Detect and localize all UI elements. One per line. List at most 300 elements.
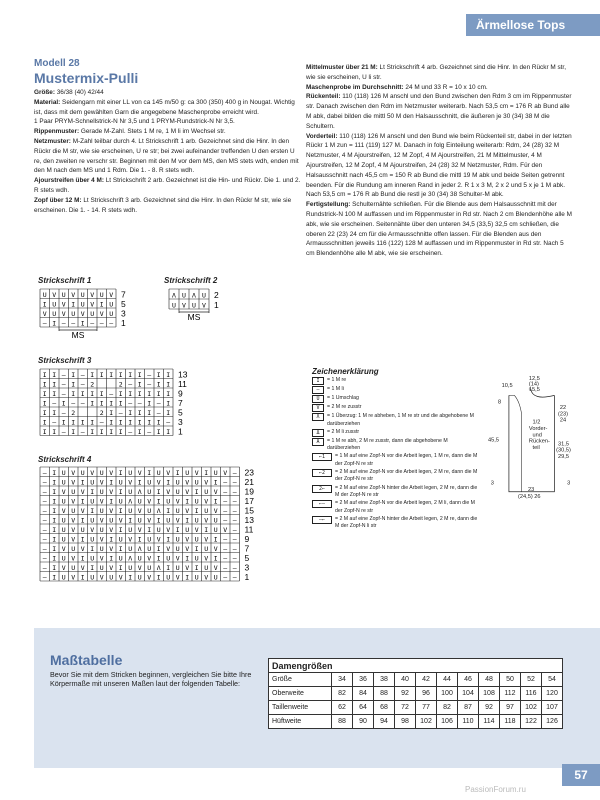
- stitch-symbol: U: [147, 535, 152, 544]
- table-cell: 42: [416, 673, 437, 687]
- stitch-symbol: V: [185, 544, 190, 553]
- garment-schema: [478, 364, 578, 514]
- stitch-symbol: I: [52, 554, 57, 563]
- table-cell: 116: [521, 687, 542, 701]
- legend-item: [312, 404, 480, 412]
- stitch-symbol: V: [223, 468, 228, 477]
- legend-text: = 1 M auf eine Zopf-N vor die Arbeit legen, 1 M re, dann die M der Zopf-N re str: [335, 453, 478, 467]
- stitch-symbol: V: [109, 544, 114, 553]
- stitch-symbol: I: [42, 418, 47, 427]
- stitch-symbol: V: [71, 497, 76, 506]
- paragraph-key: Größe:: [34, 89, 55, 96]
- stitch-symbol: V: [185, 487, 190, 496]
- stitch-symbol: —: [223, 478, 228, 487]
- stitch-symbol: U: [109, 309, 114, 318]
- leftparas-paragraph: [34, 127, 302, 137]
- stitch-symbol: I: [109, 478, 114, 487]
- stitch-symbol: V: [109, 506, 114, 515]
- stitch-symbol: U: [194, 554, 199, 563]
- stitch-symbol: —: [118, 408, 123, 417]
- stitch-symbol: U: [61, 554, 66, 563]
- stitch-symbol: I: [166, 389, 171, 398]
- stitch-symbol: U: [137, 497, 142, 506]
- stitch-symbol: —: [223, 563, 228, 572]
- row-number: 17: [244, 496, 254, 506]
- table-cell: 110: [458, 715, 479, 729]
- stitch-symbol: —: [232, 487, 237, 496]
- stitch-symbol: I: [118, 427, 123, 436]
- stitch-symbol: I: [204, 468, 209, 477]
- stitch-symbol: —: [223, 497, 228, 506]
- paragraph-key: Fertigstellung:: [306, 201, 351, 209]
- stitch-symbol: I: [118, 487, 123, 496]
- legend-text: = 2 M re zusstr: [327, 404, 362, 411]
- stitch-symbol: U: [137, 516, 142, 525]
- table-cell: 97: [500, 701, 521, 715]
- stitch-symbol: V: [128, 535, 133, 544]
- row-number: 3: [178, 417, 183, 427]
- stitch-symbol: I: [109, 399, 114, 408]
- stitch-symbol: I: [166, 408, 171, 417]
- stitch-symbol: V: [52, 290, 57, 299]
- stitch-symbol: I: [118, 399, 123, 408]
- stitch-symbol: I: [109, 370, 114, 379]
- legend: [312, 368, 480, 531]
- stitch-symbol: U: [128, 525, 133, 534]
- legend-item: [312, 395, 480, 403]
- stitch-symbol: V: [80, 487, 85, 496]
- stitch-symbol: —: [80, 399, 85, 408]
- legend-text: = 2 M auf eine Zopf-N vor die Arbeit legen, 2 M li, dann die M der Zopf-N re str: [335, 500, 475, 514]
- stitch-symbol: —: [42, 525, 47, 534]
- legend-symbol-icon: —: [312, 386, 324, 394]
- paragraph-text: Seidengarn mit einer LL von ca 145 m/50 g: ca 300 (350) 400 g in Nougat. Wichtig ist, dass mit dem gewählten Garn die angegebene Maschenprobe erreicht wird.: [34, 98, 295, 116]
- paragraph-key: Vorderteil:: [306, 132, 338, 140]
- stitch-symbol: V: [109, 525, 114, 534]
- stitch-symbol: U: [172, 301, 176, 310]
- stitch-symbol: I: [90, 506, 95, 515]
- stitch-symbol: 2: [90, 380, 95, 389]
- stitch-symbol: V: [194, 525, 199, 534]
- stitch-symbol: I: [118, 506, 123, 515]
- stitch-symbol: V: [213, 563, 218, 572]
- paragraph-key: Rippenmuster:: [34, 128, 80, 136]
- stitch-symbol: I: [185, 573, 190, 582]
- stitch-symbol: V: [147, 573, 152, 582]
- stitch-symbol: I: [80, 497, 85, 506]
- stitch-symbol: —: [128, 399, 133, 408]
- stitch-symbol: —: [137, 399, 142, 408]
- stitch-symbol: U: [147, 544, 152, 553]
- row-number: 11: [178, 379, 187, 389]
- stitch-symbol: U: [71, 563, 76, 572]
- stitch-symbol: —: [147, 380, 152, 389]
- table-cell: 102: [416, 715, 437, 729]
- table-cell: 96: [416, 687, 437, 701]
- stitch-symbol: V: [166, 468, 171, 477]
- table-cell: 72: [395, 701, 416, 715]
- stitch-symbol: I: [71, 418, 76, 427]
- stitch-symbol: U: [61, 478, 66, 487]
- table-cell: 114: [479, 715, 500, 729]
- stitch-symbol: U: [213, 573, 218, 582]
- table-cell: 106: [437, 715, 458, 729]
- stitch-symbol: Λ: [156, 506, 161, 515]
- stitch-symbol: I: [90, 418, 95, 427]
- stitch-symbol: V: [175, 573, 180, 582]
- leftparas-paragraph: [34, 98, 302, 118]
- stitch-symbol: I: [128, 573, 133, 582]
- stitch-symbol: I: [185, 497, 190, 506]
- paragraph-text: Gerade M-Zahl. Stets 1 M re, 1 M li im Wechsel str.: [79, 128, 226, 136]
- stitch-symbol: V: [118, 573, 123, 582]
- stitch-symbol: U: [175, 544, 180, 553]
- stitch-symbol: U: [175, 563, 180, 572]
- stitch-symbol: V: [61, 506, 66, 515]
- stitch-symbol: Λ: [172, 291, 176, 300]
- stitch-symbol: 2: [71, 408, 76, 417]
- stitch-symbol: —: [42, 563, 47, 572]
- stitch-symbol: I: [118, 544, 123, 553]
- stitch-symbol: V: [175, 554, 180, 563]
- stitch-symbol: I: [194, 487, 199, 496]
- stitch-symbol: V: [90, 290, 95, 299]
- stitch-symbol: —: [42, 554, 47, 563]
- stitch-symbol: U: [156, 525, 161, 534]
- stitch-symbol: U: [185, 468, 190, 477]
- stitch-symbol: V: [204, 516, 209, 525]
- stitch-symbol: —: [99, 319, 104, 328]
- stitch-symbol: U: [80, 525, 85, 534]
- stitch-symbol: —: [42, 516, 47, 525]
- stitch-symbol: I: [71, 370, 76, 379]
- stitch-symbol: I: [80, 319, 85, 328]
- stitch-symbol: I: [52, 380, 57, 389]
- chart-2-title: Strickschrift 2: [164, 276, 218, 285]
- stitch-symbol: V: [147, 497, 152, 506]
- stitch-symbol: I: [42, 408, 47, 417]
- stitch-symbol: U: [52, 300, 57, 309]
- stitch-symbol: I: [99, 370, 104, 379]
- stitch-symbol: I: [137, 380, 142, 389]
- stitch-symbol: V: [166, 544, 171, 553]
- stitch-symbol: I: [118, 563, 123, 572]
- stitch-symbol: V: [80, 506, 85, 515]
- stitch-symbol: —: [223, 516, 228, 525]
- stitch-symbol: I: [128, 370, 133, 379]
- leftparas-paragraph: [34, 117, 302, 127]
- stitch-symbol: U: [194, 478, 199, 487]
- stitch-symbol: —: [80, 380, 85, 389]
- stitch-symbol: V: [213, 506, 218, 515]
- table-row-label: Taillenweite: [269, 701, 332, 715]
- stitch-symbol: V: [166, 487, 171, 496]
- stitch-symbol: U: [147, 563, 152, 572]
- watermark: PassionForum.ru: [465, 785, 526, 794]
- stitch-symbol: U: [166, 554, 171, 563]
- legend-item: [312, 413, 480, 428]
- stitch-symbol: I: [90, 399, 95, 408]
- stitch-symbol: I: [52, 573, 57, 582]
- stitch-symbol: U: [204, 487, 209, 496]
- stitch-symbol: I: [71, 380, 76, 389]
- table-cell: 36: [353, 673, 374, 687]
- stitch-symbol: —: [223, 535, 228, 544]
- stitch-symbol: U: [80, 300, 85, 309]
- stitch-symbol: U: [109, 573, 114, 582]
- stitch-symbol: I: [147, 525, 152, 534]
- stitch-symbol: —: [232, 544, 237, 553]
- stitch-symbol: U: [99, 544, 104, 553]
- schema-bot-245: (24,5) 26: [518, 494, 541, 501]
- stitch-symbol: I: [185, 516, 190, 525]
- table-cell: 104: [458, 687, 479, 701]
- stitch-symbol: U: [90, 573, 95, 582]
- stitch-symbol: I: [52, 516, 57, 525]
- stitch-symbol: V: [137, 563, 142, 572]
- stitch-symbol: —: [223, 487, 228, 496]
- schema-right-295: 29,5: [558, 454, 569, 461]
- schema-mid-e: teil: [532, 445, 540, 451]
- row-number: 1: [121, 318, 126, 328]
- stitch-symbol: V: [185, 563, 190, 572]
- stitch-symbol: I: [99, 427, 104, 436]
- table-cell: 38: [374, 673, 395, 687]
- stitch-symbol: V: [204, 497, 209, 506]
- stitch-symbol: —: [42, 478, 47, 487]
- stitch-symbol: I: [156, 427, 161, 436]
- stitch-symbol: U: [61, 516, 66, 525]
- stitch-symbol: U: [137, 554, 142, 563]
- stitch-symbol: V: [42, 309, 47, 318]
- table-cell: 54: [542, 673, 563, 687]
- stitch-symbol: —: [61, 427, 66, 436]
- schema-bot-23: 23: [528, 486, 535, 493]
- legend-item: [312, 516, 480, 531]
- stitch-symbol: V: [204, 478, 209, 487]
- stitch-symbol: —: [223, 544, 228, 553]
- stitch-symbol: —: [42, 487, 47, 496]
- chart-2-grid: [169, 289, 229, 322]
- stitch-symbol: U: [99, 563, 104, 572]
- stitch-symbol: —: [71, 319, 76, 328]
- stitch-symbol: —: [80, 427, 85, 436]
- stitch-symbol: V: [71, 573, 76, 582]
- paragraph-key: Zopf über 12 M:: [34, 196, 82, 204]
- stitch-symbol: I: [80, 535, 85, 544]
- table-cell: 84: [353, 687, 374, 701]
- row-number: 7: [121, 289, 126, 300]
- stitch-symbol: U: [71, 309, 76, 318]
- stitch-symbol: I: [194, 506, 199, 515]
- stitch-symbol: U: [71, 506, 76, 515]
- stitch-symbol: 2: [118, 380, 123, 389]
- stitch-symbol: U: [90, 309, 95, 318]
- stitch-symbol: Λ: [156, 563, 161, 572]
- instructions-right: [306, 63, 572, 259]
- row-number: 1: [214, 300, 219, 310]
- schema-top-mid-1: 12,5: [528, 375, 540, 382]
- stitch-symbol: U: [42, 290, 47, 299]
- stitch-symbol: I: [52, 478, 57, 487]
- stitch-symbol: —: [61, 389, 66, 398]
- schema-right-23: (23): [558, 411, 569, 418]
- stitch-symbol: V: [71, 468, 76, 477]
- schema-mid-c: und: [532, 432, 542, 439]
- stitch-symbol: I: [156, 497, 161, 506]
- stitch-symbol: V: [185, 478, 190, 487]
- schema-right-24: 24: [559, 417, 567, 424]
- stitch-symbol: —: [80, 370, 85, 379]
- row-number: 3: [244, 562, 250, 573]
- stitch-symbol: I: [90, 544, 95, 553]
- stitch-symbol: V: [99, 516, 104, 525]
- stitch-symbol: V: [185, 506, 190, 515]
- paragraph-key: Maschenprobe im Durchschnitt:: [306, 83, 404, 91]
- stitch-symbol: U: [90, 535, 95, 544]
- stitch-symbol: I: [90, 389, 95, 398]
- chart-1-grid: [40, 289, 130, 339]
- stitch-symbol: V: [202, 301, 206, 310]
- stitch-symbol: V: [71, 516, 76, 525]
- legend-symbol-icon: A: [312, 438, 324, 446]
- table-cell: 64: [353, 701, 374, 715]
- stitch-symbol: U: [71, 544, 76, 553]
- stitch-symbol: I: [80, 516, 85, 525]
- stitch-symbol: I: [42, 399, 47, 408]
- table-cell: 82: [437, 701, 458, 715]
- stitch-symbol: V: [99, 573, 104, 582]
- table-row-label: Oberweite: [269, 687, 332, 701]
- stitch-symbol: I: [80, 554, 85, 563]
- stitch-symbol: V: [80, 309, 85, 318]
- schema-bot-3b: 3: [567, 480, 571, 487]
- stitch-symbol: U: [166, 573, 171, 582]
- legend-title: Zeichenerklärung: [312, 367, 379, 376]
- stitch-symbol: —: [52, 399, 57, 408]
- table-row: [269, 687, 563, 701]
- stitch-symbol: U: [118, 478, 123, 487]
- stitch-symbol: —: [232, 573, 237, 582]
- stitch-symbol: I: [109, 497, 114, 506]
- stitch-symbol: —: [99, 418, 104, 427]
- stitch-symbol: U: [204, 563, 209, 572]
- table-cell: 88: [332, 715, 353, 729]
- stitch-symbol: V: [213, 544, 218, 553]
- paragraph-text: Schulternähte schließen. Für die Blende aus dem Halsausschnitt mit der Rundstrick-N 100 M auffassen und im Rippenmuster in Rd str. Nach 2 cm Blendenhöhe alle M abk, wie sie erscheinen. Seitennähte über den unteren 34,5 (33,5) 32,5 cm schließen, die oberen 22 (23) 24 cm für die Armausschnitte offen lassen. Für die Blenden aus den Armausschnitten jeweils 116 (122) 128 M auffassen und im Rippenmuster in Rd str. Nach 5 cm Blendenhöhe alle M abk, wie sie erscheinen.: [306, 201, 572, 258]
- stitch-symbol: I: [128, 408, 133, 417]
- legend-symbol-icon: ⌐—: [312, 500, 332, 508]
- row-number: 5: [121, 299, 126, 309]
- stitch-symbol: I: [147, 408, 152, 417]
- stitch-symbol: U: [137, 573, 142, 582]
- table-row-label: Größe: [269, 673, 332, 687]
- stitch-symbol: —: [223, 573, 228, 582]
- stitch-symbol: I: [166, 506, 171, 515]
- row-number: 9: [244, 534, 250, 544]
- stitch-symbol: I: [42, 380, 47, 389]
- row-number: 9: [178, 388, 183, 399]
- stitch-symbol: I: [52, 487, 57, 496]
- stitch-symbol: Λ: [128, 554, 133, 563]
- stitch-symbol: V: [71, 525, 76, 534]
- chart-4-grid: [40, 467, 270, 582]
- stitch-symbol: V: [71, 535, 76, 544]
- row-number: 13: [178, 369, 188, 380]
- legend-symbol-icon: ⌐2: [312, 469, 332, 477]
- rightparas-paragraph: [306, 83, 572, 93]
- stitch-symbol: I: [118, 525, 123, 534]
- stitch-symbol: U: [192, 301, 196, 310]
- stitch-symbol: V: [99, 497, 104, 506]
- stitch-symbol: V: [182, 301, 186, 310]
- chart-4-title: Strickschrift 4: [38, 455, 92, 464]
- rightparas-paragraph: [306, 92, 572, 131]
- schema-mid-b: Vorder-: [528, 425, 548, 432]
- stitch-symbol: —: [42, 506, 47, 515]
- stitch-symbol: I: [175, 468, 180, 477]
- table-cell: 120: [542, 687, 563, 701]
- grid-lines: [40, 369, 173, 436]
- table-cell: 48: [479, 673, 500, 687]
- stitch-symbol: U: [128, 544, 133, 553]
- stitch-symbol: I: [194, 544, 199, 553]
- schema-right-22: 22: [559, 405, 567, 411]
- stitch-symbol: V: [90, 468, 95, 477]
- stitch-symbol: U: [61, 468, 66, 477]
- stitch-symbol: —: [232, 516, 237, 525]
- stitch-symbol: —: [109, 319, 114, 328]
- schema-left-455: 45,5: [488, 437, 499, 444]
- stitch-symbol: U: [61, 535, 66, 544]
- table-cell: 44: [437, 673, 458, 687]
- stitch-symbol: V: [80, 563, 85, 572]
- row-number: 7: [244, 543, 250, 554]
- stitch-symbol: V: [61, 563, 66, 572]
- stitch-symbol: I: [213, 535, 218, 544]
- row-number: 2: [214, 290, 219, 300]
- table-cell: 112: [500, 687, 521, 701]
- paragraph-text: Lt Strickschrift 4 arb. Gezeichnet sind die Hinr. In den Rückr M str, wie sie erscheinen, U li str.: [306, 64, 566, 81]
- row-number: 19: [244, 486, 254, 497]
- stitch-symbol: U: [90, 554, 95, 563]
- stitch-symbol: U: [118, 497, 123, 506]
- size-table-intro: Bevor Sie mit dem Stricken beginnen, vergleichen Sie bitte Ihre Körpermaße mit unseren Maßen laut der folgenden Tabelle:: [50, 670, 252, 688]
- stitch-symbol: —: [128, 380, 133, 389]
- stitch-symbol: —: [232, 506, 237, 515]
- stitch-symbol: U: [194, 497, 199, 506]
- stitch-symbol: V: [204, 573, 209, 582]
- stitch-symbol: —: [109, 389, 114, 398]
- legend-text: = 1 Umschlag: [327, 395, 359, 402]
- legend-item: [312, 485, 480, 500]
- schema-mid-d: Rücken-: [528, 438, 550, 445]
- stitch-symbol: I: [137, 427, 142, 436]
- legend-item: [312, 386, 480, 394]
- table-cell: 50: [500, 673, 521, 687]
- stitch-symbol: I: [90, 370, 95, 379]
- table-cell: 62: [332, 701, 353, 715]
- stitch-symbol: V: [90, 300, 95, 309]
- legend-item: [312, 453, 480, 468]
- stitch-symbol: I: [42, 389, 47, 398]
- stitch-symbol: V: [61, 309, 66, 318]
- stitch-symbol: V: [109, 468, 114, 477]
- stitch-symbol: U: [175, 506, 180, 515]
- leftparas-paragraph: [34, 137, 302, 176]
- table-cell: 88: [374, 687, 395, 701]
- schema-left-8: 8: [498, 399, 502, 406]
